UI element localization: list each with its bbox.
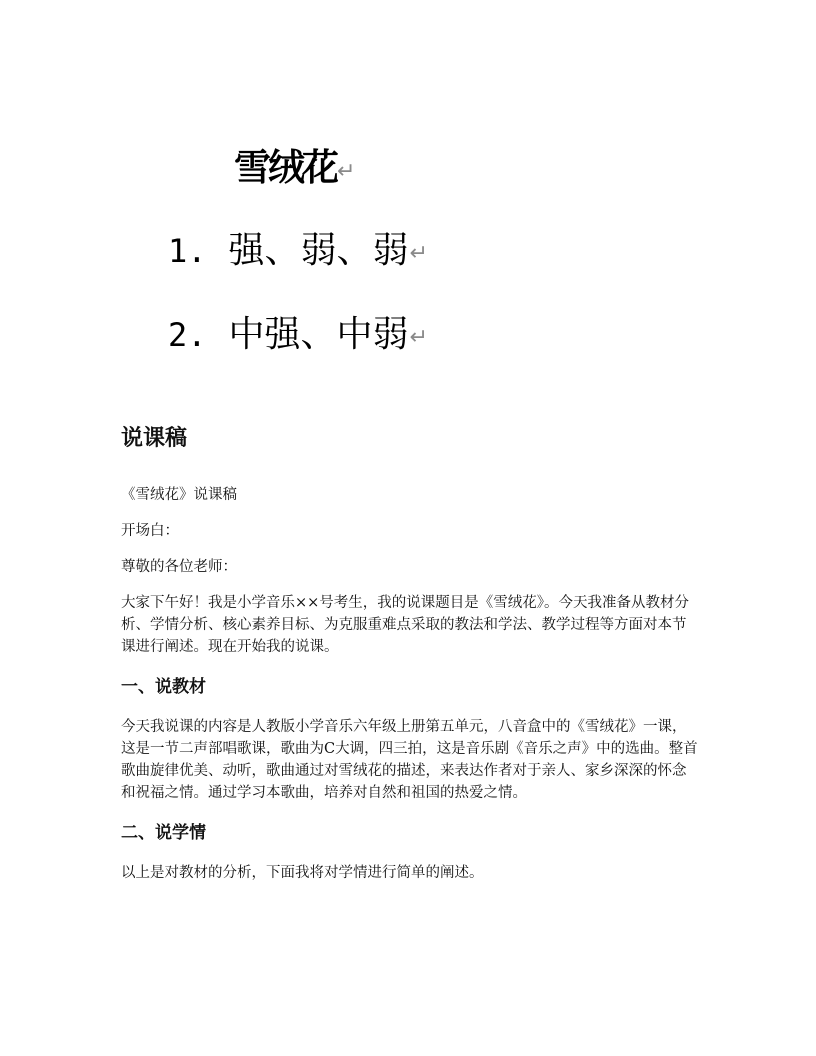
dynamics-line-number: 1. <box>168 232 207 270</box>
figure-title <box>234 146 355 194</box>
paragraph-mark-icon: ↵ <box>337 159 356 184</box>
figure-title-text: 雪绒花 <box>234 146 336 189</box>
dynamics-line-2 <box>168 314 428 359</box>
paragraph-mark-icon: ↵ <box>409 325 428 350</box>
lesson-title-paragraph: 《雪绒花》说课稿 <box>121 487 237 503</box>
textbook-paragraph: 今天我说课的内容是人教版小学音乐六年级上册第五单元，八音盒中的《雪绒花》一课，这是一节二声部唱歌课，歌曲为C大调，四三拍，这是音乐剧《音乐之声》中的选曲。整首歌曲旋律优美、动听，歌曲通过对雪绒花的描述，来表达作者对于亲人、家乡深深的怀念和祝福之情。通过学习本歌曲，培养对自然和祖国的热爱之情。 <box>121 719 698 801</box>
dynamics-line-text: 强、弱、弱 <box>228 230 409 271</box>
dynamics-line-text: 中强、中弱 <box>228 314 409 355</box>
intro-paragraph: 大家下午好！我是小学音乐××号考生，我的说课题目是《雪绒花》。今天我准备从教材分析、学情分析、核心素养目标、为克服重难点采取的教法和学法、教学过程等方面对本节课进行阐述。现在开始我的说课。 <box>121 595 690 655</box>
section-heading-textbook: 一、说教材 <box>121 677 206 697</box>
students-paragraph: 以上是对教材的分析，下面我将对学情进行简单的阐述。 <box>121 865 484 881</box>
document-body <box>121 420 699 898</box>
paragraph-mark-icon: ↵ <box>409 241 428 266</box>
greeting-paragraph: 尊敬的各位老师： <box>121 559 237 575</box>
dynamics-line-number: 2. <box>168 316 207 354</box>
document-heading: 说课稿 <box>121 426 188 451</box>
dynamics-line-1 <box>168 230 428 275</box>
section-heading-students: 二、说学情 <box>121 823 206 843</box>
dynamics-figure <box>0 0 816 380</box>
opening-label-paragraph: 开场白： <box>121 523 179 539</box>
